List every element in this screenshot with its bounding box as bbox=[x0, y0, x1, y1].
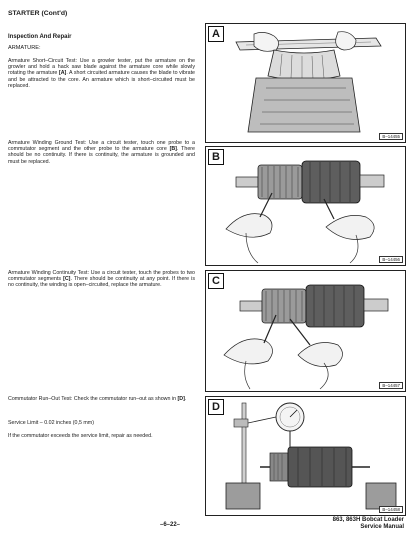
figure-c bbox=[205, 270, 406, 392]
ground-test-paragraph: Armature Winding Ground Test: Use a circuit tester, touch one probe to a commutator segment and the other probe to the armature core [B]. There should be no continuity. If there is continuity, the armature is grounded and must be replaced. bbox=[8, 140, 195, 165]
continuity-test-illustration bbox=[206, 271, 405, 391]
figure-label: D bbox=[208, 399, 224, 415]
figure-ref-c: [C] bbox=[63, 276, 71, 283]
figure-d bbox=[205, 396, 406, 516]
subsection-heading: ARMATURE: bbox=[8, 45, 41, 51]
figure-label: A bbox=[208, 26, 224, 42]
figure-ref-a: [A] bbox=[58, 70, 67, 77]
section-heading: Inspection And Repair bbox=[8, 34, 72, 40]
service-limit-text: Service Limit – 0.02 inches (0,5 mm) bbox=[8, 420, 94, 426]
figure-label: C bbox=[208, 273, 224, 289]
ground-test-illustration bbox=[206, 147, 405, 265]
figure-b bbox=[205, 146, 406, 266]
manual-name: Service Manual bbox=[360, 524, 404, 530]
figure-label: B bbox=[208, 149, 224, 165]
exceeds-limit-paragraph: If the commutator exceeds the service limit, repair as needed. bbox=[8, 433, 153, 439]
figure-ref-d: [D] bbox=[177, 396, 185, 402]
figure-id: B–14455 bbox=[379, 133, 403, 140]
page-title: STARTER (Cont'd) bbox=[8, 10, 68, 17]
runout-test-paragraph: Commutator Run–Out Test: Check the commutator run–out as shown in [D]. bbox=[8, 396, 187, 402]
figure-id: B–14456 bbox=[379, 256, 403, 263]
growler-test-illustration bbox=[206, 24, 405, 142]
figure-a bbox=[205, 23, 406, 143]
figure-id: B–14458 bbox=[379, 506, 403, 513]
continuity-test-paragraph: Armature Winding Continuity Test: Use a circuit tester, touch the probes to two commutator segments [C]. There should be continuity at any point. If there is no continuity, the winding is open–circuited, replace the armature. bbox=[8, 270, 195, 289]
model-name: 863, 863H Bobcat Loader bbox=[332, 517, 404, 523]
page-number: –6–22– bbox=[160, 522, 181, 528]
runout-test-illustration bbox=[206, 397, 405, 515]
figure-id: B–14457 bbox=[379, 382, 403, 389]
short-circuit-test-paragraph: Armature Short–Circuit Test: Use a growler tester, put the armature on the growler and hold a hack saw blade against the armature core while slowly rotating the armature [A]. A short circuited armature causes the blade to vibrate and be attracted to the core. An armature which is short–circuited must be replaced. bbox=[8, 58, 195, 89]
figure-ref-b: [B] bbox=[169, 146, 177, 153]
manual-footer bbox=[333, 517, 404, 531]
